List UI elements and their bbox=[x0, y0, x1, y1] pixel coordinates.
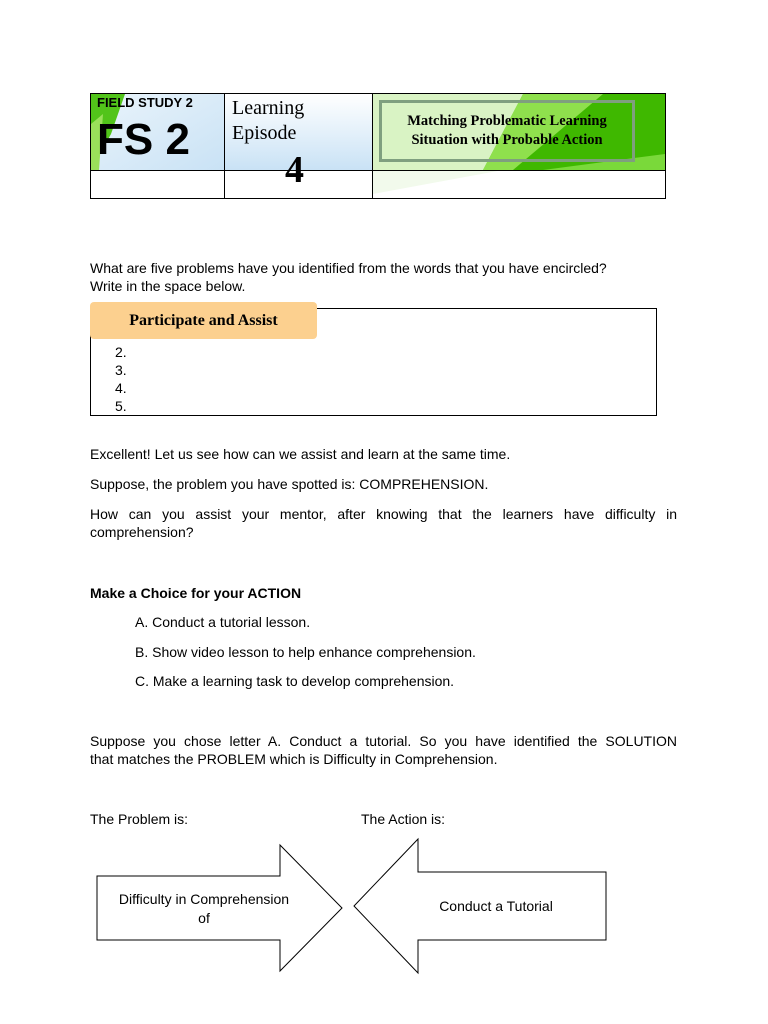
paragraph-problem: Suppose, the problem you have spotted is: COMPREHENSION. bbox=[90, 476, 489, 492]
problem-label: The Problem is: bbox=[90, 811, 189, 827]
fs-code: FS 2 bbox=[97, 115, 190, 164]
paragraph-assist bbox=[90, 505, 677, 541]
episode-number: 4 bbox=[285, 149, 304, 191]
episode-title-line2: Situation with Probable Action bbox=[411, 132, 603, 148]
problem-arrow-text-line1: Difficulty in Comprehension bbox=[118, 891, 290, 907]
episode-label-line2: Episode bbox=[232, 122, 297, 144]
answer-item-5: 5. bbox=[115, 398, 127, 414]
paragraph-assist-line1: How can you assist your mentor, after knowing that the learners have difficulty in bbox=[90, 506, 677, 522]
problem-arrow bbox=[97, 845, 342, 971]
choice-a: A. Conduct a tutorial lesson. bbox=[135, 614, 311, 630]
question-text bbox=[90, 259, 607, 295]
question-line1: What are five problems have you identified from the words that you have encircled? bbox=[90, 260, 607, 276]
table-row-divider bbox=[91, 170, 665, 171]
episode-title-box bbox=[379, 100, 635, 162]
paragraph-solution bbox=[90, 732, 677, 768]
answer-item-4: 4. bbox=[115, 380, 127, 396]
action-label: The Action is: bbox=[361, 811, 446, 827]
paragraph-solution-line1: Suppose you chose letter A. Conduct a tutorial. So you have identified the SOLUTION bbox=[90, 733, 677, 749]
problem-action-diagram bbox=[0, 830, 768, 990]
question-line2: Write in the space below. bbox=[90, 278, 246, 294]
field-study-label: FIELD STUDY 2 bbox=[97, 95, 193, 110]
episode-cell bbox=[225, 94, 373, 198]
choice-heading: Make a Choice for your ACTION bbox=[90, 585, 302, 601]
choice-c: C. Make a learning task to develop comprehension. bbox=[135, 673, 455, 689]
episode-header bbox=[90, 93, 666, 199]
action-arrow-text: Conduct a Tutorial bbox=[439, 898, 553, 914]
episode-label bbox=[232, 96, 304, 146]
answer-item-2: 2. bbox=[115, 344, 127, 360]
participate-assist-tab: Participate and Assist bbox=[90, 302, 317, 339]
paragraph-solution-line2: that matches the PROBLEM which is Difficulty in Comprehension. bbox=[90, 751, 498, 767]
paragraph-excellent: Excellent! Let us see how can we assist and learn at the same time. bbox=[90, 446, 511, 462]
paragraph-assist-line2: comprehension? bbox=[90, 524, 194, 540]
title-cell bbox=[373, 94, 665, 198]
episode-label-line1: Learning bbox=[232, 97, 305, 119]
fs-cell bbox=[91, 94, 225, 198]
answer-item-3: 3. bbox=[115, 362, 127, 378]
choice-b: B. Show video lesson to help enhance comprehension. bbox=[135, 644, 476, 660]
problem-arrow-text-line2: of bbox=[198, 910, 210, 926]
episode-title bbox=[407, 112, 607, 150]
episode-title-line1: Matching Problematic Learning bbox=[407, 113, 607, 129]
